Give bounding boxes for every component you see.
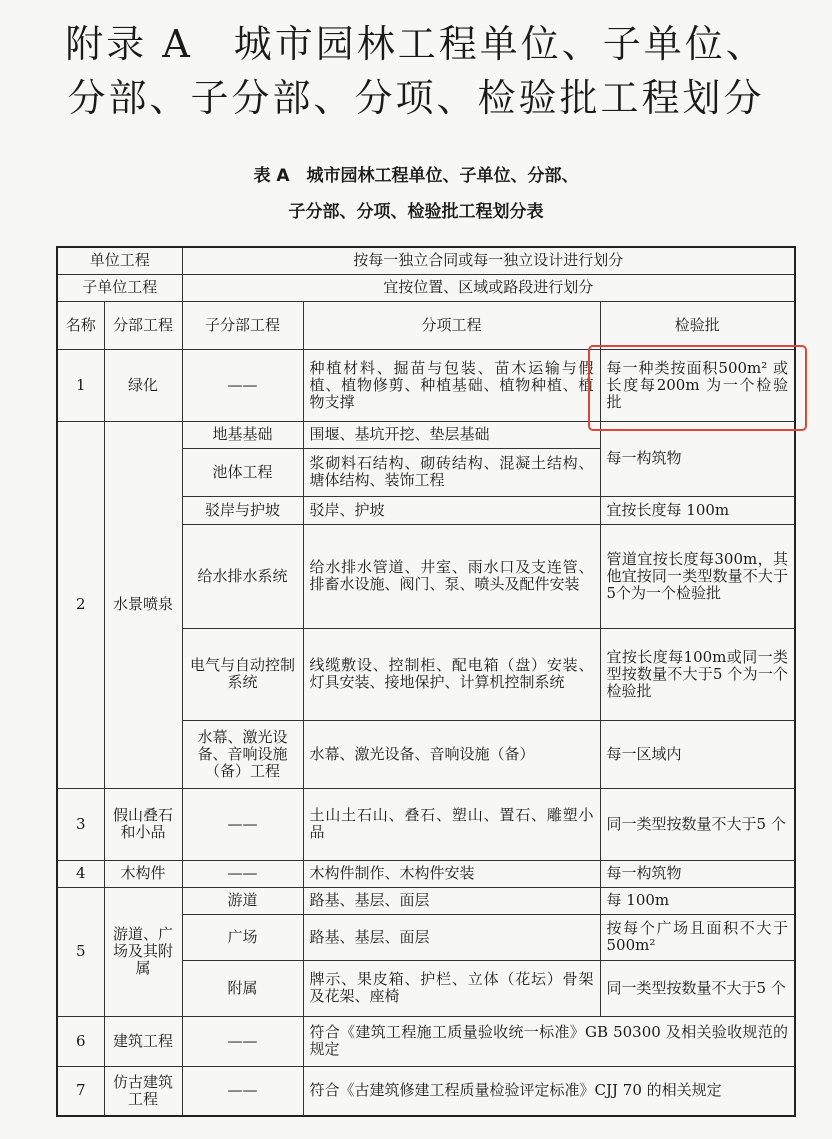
subunit-label: 子单位工程 <box>57 274 182 301</box>
batch-cell: 按每个广场且面积不大于500m² <box>600 914 795 960</box>
division-name: 仿古建筑工程 <box>104 1066 182 1116</box>
row-number: 2 <box>57 421 104 788</box>
page-title-line2: 分部、子分部、分项、检验批工程划分 <box>67 76 765 120</box>
unit-label: 单位工程 <box>57 247 182 274</box>
items-cell: 路基、基层、面层 <box>303 914 600 960</box>
header-division: 分部工程 <box>104 301 182 349</box>
division-name: 水景喷泉 <box>104 421 182 788</box>
subdivision-name: 驳岸与护坡 <box>182 496 303 524</box>
table-row <box>57 1066 795 1116</box>
items-cell: 土山土石山、叠石、塑山、置石、雕塑小品 <box>303 788 600 860</box>
batch-cell: 宜按长度每 100m <box>600 496 795 524</box>
unit-value: 按每一独立合同或每一独立设计进行划分 <box>182 247 795 274</box>
header-items: 分项工程 <box>303 301 600 349</box>
division-name: 绿化 <box>104 349 182 421</box>
batch-cell: 每一种类按面积500m² 或长度每200m 为一个检验批 <box>600 349 795 421</box>
division-name: 假山叠石和小品 <box>104 788 182 860</box>
batch-cell: 宜按长度每100m或同一类型按数量不大于5 个为一个检验批 <box>600 628 795 720</box>
batch-cell: 同一类型按数量不大于5 个 <box>600 960 795 1016</box>
items-cell: 浆砌料石结构、砌砖结构、混凝土结构、塘体结构、装饰工程 <box>303 448 600 496</box>
subdivision-dash: —— <box>182 1066 303 1116</box>
unit-row <box>57 247 795 274</box>
subdivision-name: 水幕、激光设备、音响设施（备）工程 <box>182 720 303 788</box>
row-number: 1 <box>57 349 104 421</box>
table-row <box>57 349 795 421</box>
items-cell: 牌示、果皮箱、护栏、立体（花坛）骨架及花架、座椅 <box>303 960 600 1016</box>
items-cell: 围堰、基坑开挖、垫层基础 <box>303 421 600 448</box>
subdivision-name: 池体工程 <box>182 448 303 496</box>
items-cell: 给水排水管道、井室、雨水口及支连管、排畜水设施、阀门、泵、喷头及配件安装 <box>303 524 600 628</box>
subdivision-name: 电气与自动控制系统 <box>182 628 303 720</box>
subunit-value: 宜按位置、区域或路段进行划分 <box>182 274 795 301</box>
page-title-line1: 附录 A 城市园林工程单位、子单位、 <box>65 22 767 66</box>
division-name: 木构件 <box>104 860 182 887</box>
subdivision-name: 地基基础 <box>182 421 303 448</box>
batch-cell: 同一类型按数量不大于5 个 <box>600 788 795 860</box>
table-row <box>57 421 795 448</box>
subdivision-dash: —— <box>182 1016 303 1066</box>
table-caption-line1: 表 A 城市园林工程单位、子单位、分部、 <box>253 166 579 186</box>
table-header-row <box>57 301 795 349</box>
items-cell: 水幕、激光设备、音响设施（备） <box>303 720 600 788</box>
division-name: 建筑工程 <box>104 1016 182 1066</box>
table-row <box>57 887 795 914</box>
subdivision-dash: —— <box>182 788 303 860</box>
row-number: 3 <box>57 788 104 860</box>
header-subdivision: 子分部工程 <box>182 301 303 349</box>
table-row <box>57 1016 795 1066</box>
items-batch-cell: 符合《古建筑修建工程质量检验评定标准》CJJ 70 的相关规定 <box>303 1066 795 1116</box>
batch-cell: 管道宜按长度每300m，其他宜按同一类型数量不大于5个为一个检验批 <box>600 524 795 628</box>
batch-cell: 每一区域内 <box>600 720 795 788</box>
subdivision-name: 附属 <box>182 960 303 1016</box>
items-cell: 种植材料、掘苗与包装、苗木运输与假植、植物修剪、种植基础、植物种植、植物支撑 <box>303 349 600 421</box>
header-batch: 检验批 <box>600 301 795 349</box>
row-number: 6 <box>57 1016 104 1066</box>
subdivision-name: 游道 <box>182 887 303 914</box>
table-row <box>57 860 795 887</box>
subunit-row <box>57 274 795 301</box>
row-number: 4 <box>57 860 104 887</box>
row-number: 5 <box>57 887 104 1016</box>
items-cell: 木构件制作、木构件安装 <box>303 860 600 887</box>
subdivision-dash: —— <box>182 860 303 887</box>
batch-cell: 每一构筑物 <box>600 421 795 496</box>
division-table <box>56 246 796 1117</box>
header-name: 名称 <box>57 301 104 349</box>
items-cell: 路基、基层、面层 <box>303 887 600 914</box>
division-name: 游道、广场及其附属 <box>104 887 182 1016</box>
subdivision-dash: —— <box>182 349 303 421</box>
batch-cell: 每 100m <box>600 887 795 914</box>
items-cell: 驳岸、护坡 <box>303 496 600 524</box>
subdivision-name: 广场 <box>182 914 303 960</box>
row-number: 7 <box>57 1066 104 1116</box>
items-cell: 线缆敷设、控制柜、配电箱（盘）安装、灯具安装、接地保护、计算机控制系统 <box>303 628 600 720</box>
table-caption-line2: 子分部、分项、检验批工程划分表 <box>288 202 544 222</box>
subdivision-name: 给水排水系统 <box>182 524 303 628</box>
items-batch-cell: 符合《建筑工程施工质量验收统一标准》GB 50300 及相关验收规范的规定 <box>303 1016 795 1066</box>
batch-cell: 每一构筑物 <box>600 860 795 887</box>
table-row <box>57 788 795 860</box>
